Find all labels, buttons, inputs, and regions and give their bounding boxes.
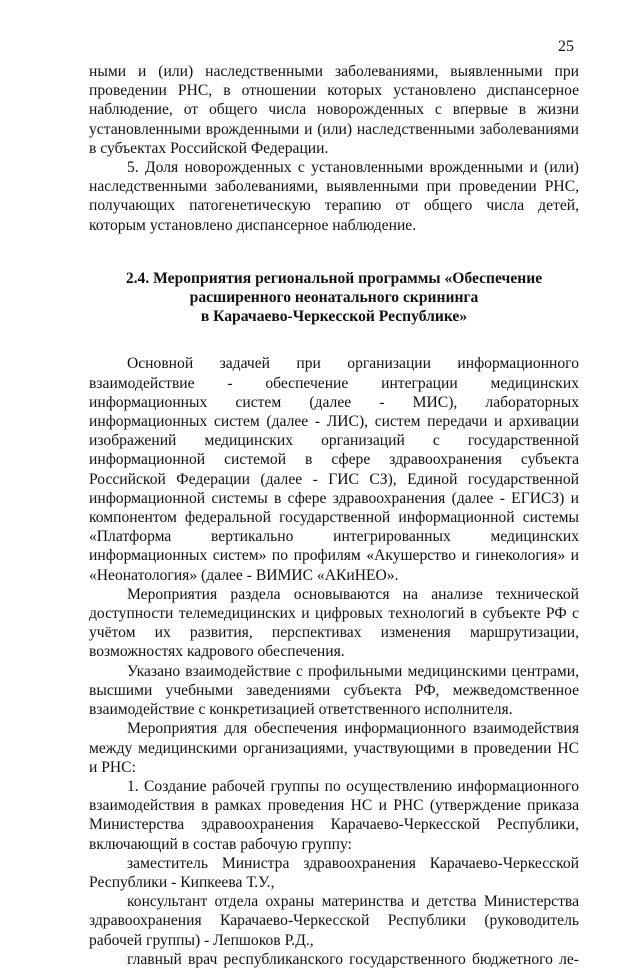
section-heading-line-2: расширенного неонатального скрининга	[189, 289, 479, 307]
paragraph-measures-list-intro: Мероприятия для обеспечения информационного взаимодействия между медицинскими организациями, участвующими в проведении НС и РНС:	[89, 720, 579, 776]
section-heading-line-3: в Карачаево-Черкесской Республике»	[200, 308, 468, 326]
document-body	[89, 62, 579, 969]
item-5-paragraph: 5. Доля новорожденных с установленными врожденными и (или) наследственными заболеваниями, выявленными при проведении РНС, получающих патогенетическую терапию от общего числа детей, которым установлено диспансерное наблюдение.	[89, 159, 579, 234]
section-heading	[89, 269, 579, 327]
paragraph-main-task: Основной задачей при организации информационного взаимодействие - обеспечение интеграции медицинских информационных систем (далее - МИС), лабораторных информационных систем (далее - ЛИС), систем передачи и архивации изображений медицинских организаций с государственной информационной системой в сфере здравоохранения субъекта Российской Федерации (далее - ГИС СЗ), Единой государственной информационной системы в сфере здравоохранения (далее - ЕГИСЗ) и компонентом федеральной государственной информационной системы «Платформа вертикально интегрированных медицинских информационных систем» по профилям «Акушерство и гинекология» и «Неонатология» (далее - ВИМИС «АКиНЕО».	[89, 355, 579, 584]
page-number: 25	[558, 38, 574, 55]
paragraph-deputy-minister: заместитель Министра здравоохранения Карачаево-Черкесской Республики - Кипкеева Т.У.,	[89, 854, 579, 891]
section-heading-line-1: 2.4. Мероприятия региональной программы «Обеспечение	[125, 269, 543, 287]
intro-paragraph: ными и (или) наследственными заболеваниями, выявленными при проведении РНС, в отношении которых установлено диспансерное наблюдение, от общего числа новорожденных с впервые в жизни установленными врожденными и (или) наследственными заболеваниями в субъектах Российской Федерации.	[89, 63, 579, 157]
paragraph-measures-basis: Мероприятия раздела основываются на анализе технической доступности телемедицинских и цифровых технологий в субъекте РФ с учётом их развития, перспективах изменения маршрутизации, возможностях кадрового обеспечения.	[89, 585, 579, 661]
paragraph-chief-doctor: главный врач республиканского государственного бюджетного ле-	[127, 950, 579, 968]
paragraph-interaction: Указано взаимодействие с профильными медицинскими центрами, высшими учебными заведениями субъекта РФ, межведомственное взаимодействие с конкретизацией ответственного исполнителя.	[89, 662, 579, 719]
paragraph-working-group: 1. Создание рабочей группы по осуществлению информационного взаимодействия в рамках проведения НС и РНС (утверждение приказа Министерства здравоохранения Карачаево-Черкесской Республики, включающий в состав рабочую группу:	[89, 777, 579, 853]
paragraph-consultant: консультант отдела охраны материнства и детства Министерства здравоохранения Карачаево-Черкесской Республики (руководитель рабочей группы) - Лепшоков Р.Д.,	[89, 893, 579, 949]
